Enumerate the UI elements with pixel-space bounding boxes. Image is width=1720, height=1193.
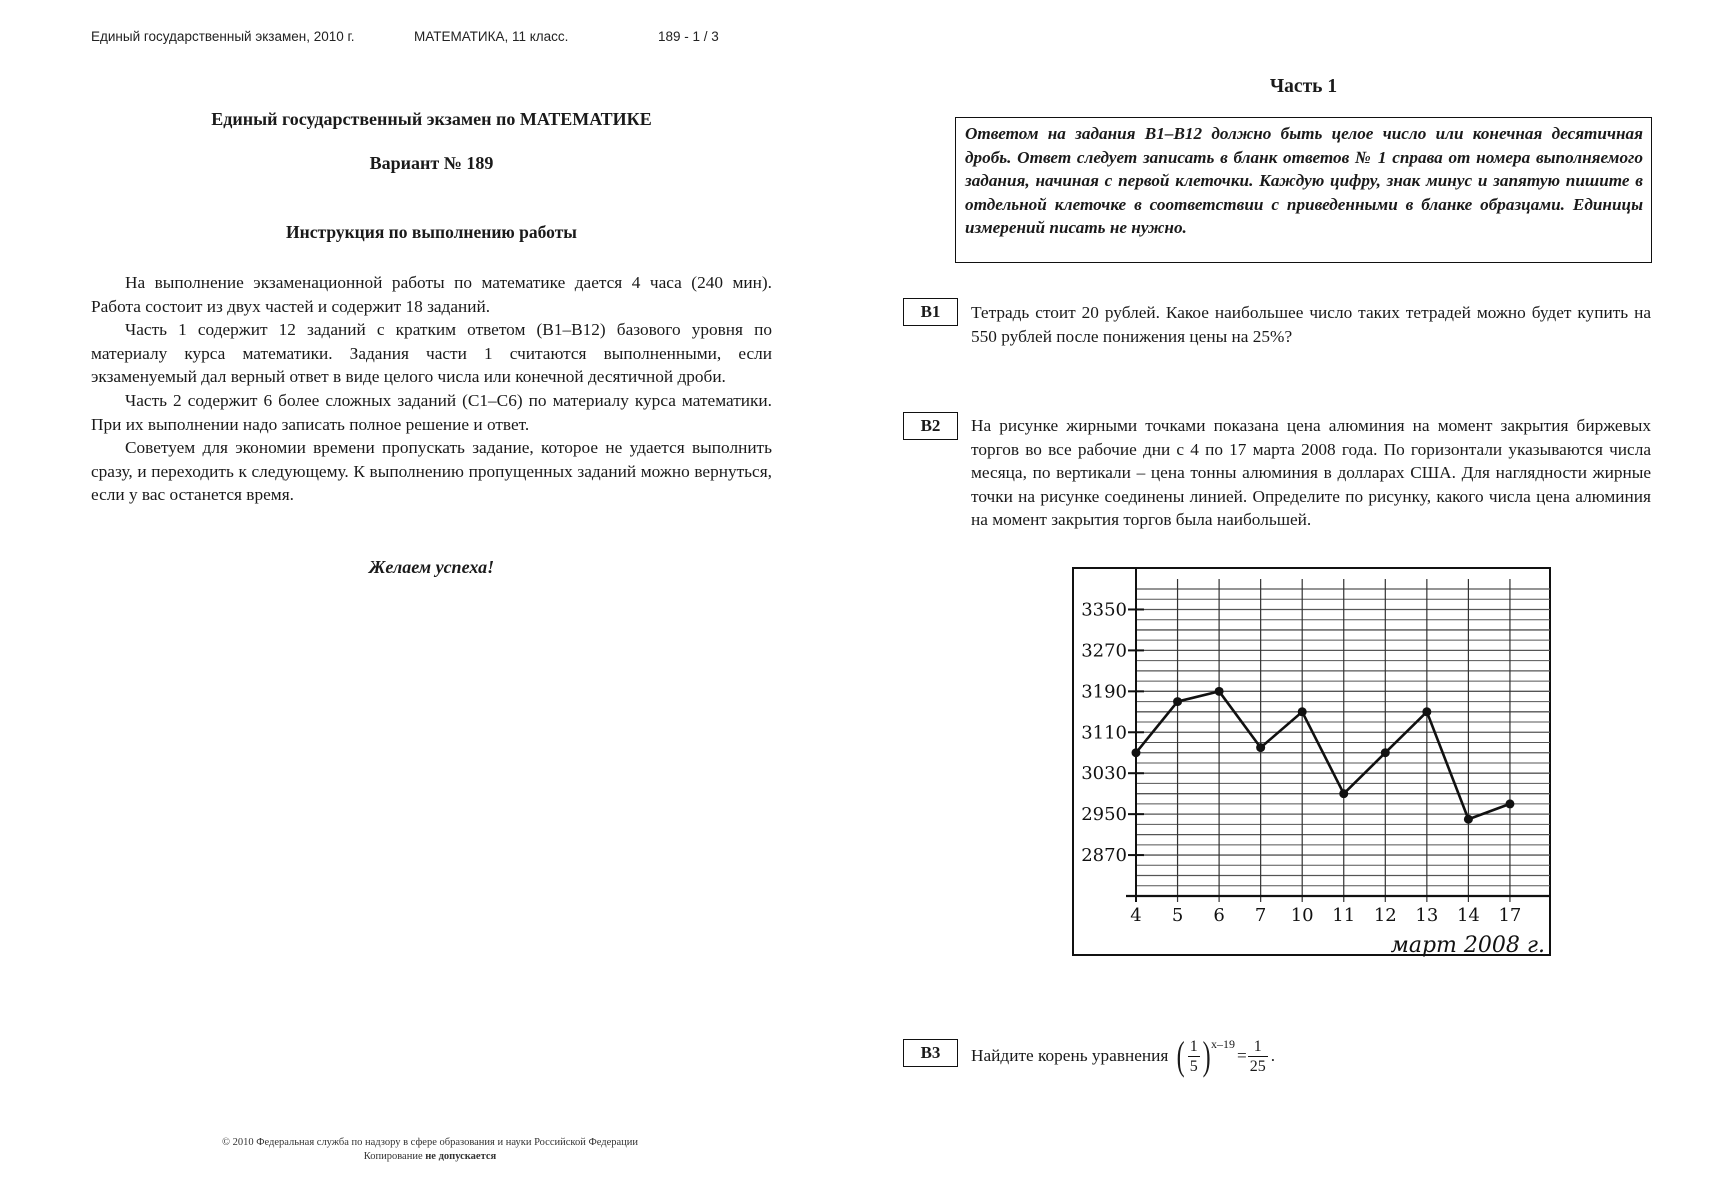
data-point [1132, 748, 1141, 757]
instruction-paragraph: Часть 1 содержит 12 заданий с кратким ответом (B1–B12) базового уровня по материалу курса математики. Задания части 1 считаются выполненными, если экзаменуемый дал верный ответ в виде целого числа или конечной десятичной дроби. [91, 320, 772, 387]
y-tick-label: 3350 [1081, 599, 1127, 621]
instruction-paragraph: На выполнение экзаменационной работы по математике дается 4 часа (240 мин). Работа состоит из двух частей и содержит 18 заданий. [91, 273, 772, 316]
x-tick-label: 5 [1171, 905, 1184, 926]
copyright-line: © 2010 Федеральная служба по надзору в сфере образования и науки Российской Федерации [221, 1137, 639, 1148]
aluminium-price-chart [1072, 567, 1551, 956]
task-label-b1: B1 [903, 298, 958, 326]
task-label-b3: B3 [903, 1039, 958, 1067]
data-point [1464, 815, 1473, 824]
y-tick-label: 3270 [1081, 640, 1127, 662]
y-tick-label: 2870 [1081, 845, 1127, 867]
instruction-body [91, 271, 772, 507]
x-tick-label: 12 [1373, 905, 1397, 926]
instruction-paragraph: Часть 2 содержит 6 более сложных заданий (C1–C6) по материалу курса математики. При их выполнении надо записать полное решение и ответ. [91, 390, 772, 434]
y-tick-label: 3190 [1081, 681, 1127, 703]
left-paren: ( [1177, 1033, 1186, 1078]
task-label-b2: B2 [903, 412, 958, 440]
base-denominator: 5 [1189, 1057, 1198, 1075]
data-point [1173, 697, 1182, 706]
data-point [1381, 748, 1390, 757]
data-point [1298, 707, 1307, 716]
task-text-b2: На рисунке жирными точками показана цена алюминия на момент закрытия биржевых торгов во все рабочие дни с 4 по 17 марта 2008 года. По горизонтали указываются числа месяца, по вертикали – цена тонны алюминия в долларах США. Для наглядности жирные точки на рисунке соединены линией. Определите по рисунку, какого числа цена алюминия на момент закрытия торгов была наибольшей. [971, 416, 1651, 530]
exponent: x–19 [1211, 1036, 1236, 1051]
data-point [1339, 789, 1348, 798]
header-subject: МАТЕМАТИКА, 11 класс. [414, 29, 569, 44]
header-page-number: 189 - 1 / 3 [658, 29, 719, 44]
data-point [1422, 707, 1431, 716]
answer-rules-box: Ответом на задания B1–B12 должно быть целое число или конечная десятичная дробь. Ответ следует записать в бланк ответов № 1 справа от номера выполняемого задания, начиная с первой клеточки. Каждую цифру, знак минус и запятую пишите в отдельной клеточке в соответствии с приведенными в бланке образцами. Единицы измерений писать не нужно. [955, 117, 1652, 263]
chart-labels [1081, 599, 1545, 958]
x-tick-label: 14 [1456, 905, 1480, 926]
variant-title: Вариант № 189 [369, 153, 494, 173]
instruction-title: Инструкция по выполнению работы [286, 222, 577, 242]
chart-axes [1126, 569, 1550, 902]
x-tick-label: 7 [1254, 905, 1267, 926]
copy-notice-bold: не допускается [425, 1151, 497, 1162]
y-tick-label: 3030 [1081, 763, 1127, 785]
instruction-paragraph: Советуем для экономии времени пропускать задание, которое не удается выполнить сразу, и переходить к следующему. К выполнению пропущенных заданий можно вернуться, если у вас останется время. [91, 438, 772, 505]
line-chart [1074, 569, 1553, 958]
x-tick-label: 13 [1415, 905, 1439, 926]
equals-sign: = [1237, 1046, 1247, 1065]
task-text-b1: Тетрадь стоит 20 рублей. Какое наибольшее число таких тетрадей можно будет купить на 550 рублей после понижения цены на 25%? [971, 303, 1651, 346]
copy-notice [150, 1150, 710, 1164]
equation-period: . [1270, 1046, 1276, 1065]
part-title: Часть 1 [1269, 76, 1338, 97]
y-tick-label: 3110 [1081, 722, 1127, 744]
document-title: Единый государственный экзамен по МАТЕМАТИКЕ [211, 109, 652, 129]
base-numerator: 1 [1189, 1037, 1198, 1055]
x-tick-label: 11 [1332, 905, 1356, 926]
data-point [1256, 743, 1265, 752]
good-luck-text: Желаем успеха! [368, 557, 495, 577]
copyright-footer [150, 1136, 710, 1164]
y-tick-label: 2950 [1081, 804, 1127, 826]
chart-series [1132, 687, 1515, 824]
rhs-fraction [1248, 1037, 1268, 1076]
data-point [1505, 799, 1514, 808]
x-tick-label: 4 [1130, 905, 1142, 926]
x-tick-label: 10 [1290, 905, 1314, 926]
chart-grid [1136, 579, 1550, 902]
copy-notice-prefix: Копирование [363, 1151, 426, 1162]
header-exam: Единый государственный экзамен, 2010 г. [91, 29, 355, 44]
task-text-b3 [971, 1026, 1275, 1086]
x-tick-label: 17 [1498, 905, 1522, 926]
x-tick-label: 6 [1213, 905, 1225, 926]
task-b3-text: Найдите корень уравнения [971, 1046, 1169, 1065]
data-point [1215, 687, 1224, 696]
right-paren: ) [1202, 1033, 1211, 1078]
rhs-denominator: 25 [1249, 1057, 1266, 1075]
base-fraction [1188, 1037, 1200, 1076]
x-axis-label: март 2008 г. [1390, 933, 1545, 958]
rhs-numerator: 1 [1248, 1037, 1268, 1057]
